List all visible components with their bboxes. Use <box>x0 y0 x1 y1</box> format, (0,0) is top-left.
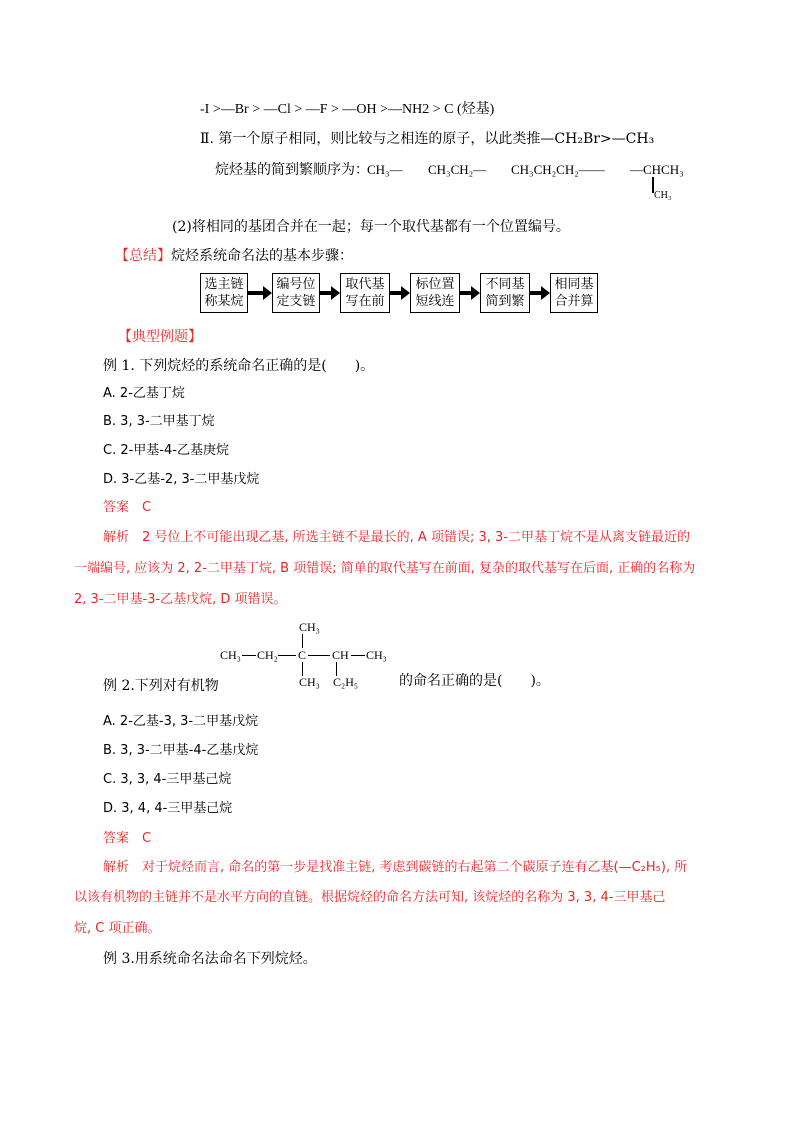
simplicity-order-label: 烷烃基的简到繁顺序为： <box>215 162 369 178</box>
example1-explanation-line: 解析 2 号位上不可能出现乙基, 所选主链不是最长的, A 项错误; 3, 3-二甲基丁烷不是从离支链最近的 <box>103 530 690 545</box>
example3-question: 例 3.用系统命名法命名下列烷烃。 <box>103 951 317 967</box>
example2-answer: 答案 C <box>103 831 152 846</box>
example2-question-prefix: 例 2.下列对有机物 <box>103 678 219 694</box>
bond-line <box>308 655 330 656</box>
step-box-3: 取代基 写在前 <box>340 273 390 313</box>
bond-line <box>336 662 337 676</box>
structure-main-ch: CH <box>332 648 349 662</box>
example2-option-b: B. 3, 3-二甲基-4-乙基戊烷 <box>103 743 259 758</box>
summary-line <box>115 247 353 265</box>
example2-option-c: C. 3, 3, 4-三甲基己烷 <box>103 772 232 787</box>
summary-text: 烷烃系统命名法的基本步骤： <box>171 248 353 264</box>
example1-explanation-line: 一端编号, 应该为 2, 2-二甲基丁烷, B 项错误; 简单的取代基写在前面, 复杂的取代基写在后面, 正确的名称为 <box>74 561 696 576</box>
structure-bottom-ch3: CH₃ <box>299 675 320 689</box>
example1-option-a: A. 2-乙基丁烷 <box>103 386 185 401</box>
group-isopropyl: —CHCH₃ <box>630 162 684 177</box>
step-box-5: 不同基 简到繁 <box>480 273 530 313</box>
example1-answer: 答案 C <box>103 500 152 515</box>
bond-line <box>278 655 296 656</box>
arrow-icon <box>248 286 272 300</box>
summary-tag: 【总结】 <box>115 248 171 264</box>
structure-main-ch3-left: CH₃ <box>220 648 241 662</box>
step-box-1: 选主链 称某烷 <box>200 273 248 313</box>
arrow-icon <box>390 286 410 300</box>
step-box-2: 编号位 定支链 <box>272 273 320 313</box>
arrow-icon <box>530 286 550 300</box>
bond-line <box>351 655 365 656</box>
example2-explanation-line: 解析 对于烷烃而言, 命名的第一步是找准主链, 考虑到碳链的右起第二个碳原子连有乙基(—C₂H₅), 所 <box>103 860 688 875</box>
structure-top-ch3: CH₃ <box>299 620 320 634</box>
step-box-6: 相同基 合并算 <box>550 273 598 313</box>
structure-main-c: C <box>298 648 307 662</box>
group-methyl: CH₃— <box>367 162 403 177</box>
example1-explanation-line: 2, 3-二甲基-3-乙基戊烷, D 项错误。 <box>74 592 287 607</box>
example1-option-b: B. 3, 3-二甲基丁烷 <box>103 414 215 429</box>
example2-option-a: A. 2-乙基-3, 3-二甲基戊烷 <box>103 714 259 729</box>
bond-line <box>302 662 303 676</box>
combine-rule-line: (2)将相同的基团合并在一起；每一个取代基都有一个位置编号。 <box>172 219 570 235</box>
examples-header: 【典型例题】 <box>118 329 202 345</box>
bond-line <box>302 634 303 648</box>
step-box-4: 标位置 短线连 <box>410 273 460 313</box>
arrow-icon <box>460 286 480 300</box>
structure-bottom-c2h5: C₂H₅ <box>333 675 359 689</box>
example1-option-c: C. 2-甲基-4-乙基庚烷 <box>103 443 229 458</box>
priority-order-line: -I >—Br > —Cl > —F > —OH >—NH2 > C (烃基) <box>200 102 495 117</box>
isopropyl-branch: CH₃ <box>654 190 672 201</box>
example1-option-d: D. 3-乙基-2, 3-二甲基戊烷 <box>103 472 260 487</box>
example1-question: 例 1. 下列烷烃的系统命名正确的是( )。 <box>103 358 375 374</box>
structure-main-ch2: CH₂ <box>257 648 278 662</box>
group-propyl: CH₃CH₂CH₂—— <box>511 162 605 177</box>
example2-question-suffix: 的命名正确的是( )。 <box>399 673 550 689</box>
group-ethyl: CH₃CH₂— <box>428 162 487 177</box>
rule-ii-line: Ⅱ. 第一个原子相同，则比较与之相连的原子，以此类推—CH₂Br>—CH₃ <box>200 131 655 147</box>
arrow-icon <box>320 286 340 300</box>
bond-line <box>242 655 256 656</box>
example2-explanation-line: 烷, C 项正确。 <box>74 921 161 936</box>
example2-option-d: D. 3, 4, 4-三甲基己烷 <box>103 801 233 816</box>
structure-main-ch3-right: CH₃ <box>366 648 387 662</box>
example2-explanation-line: 以该有机物的主链并不是水平方向的直链。根据烷烃的命名方法可知, 该烷烃的名称为 3, 3, 4-三甲基己 <box>74 890 666 905</box>
